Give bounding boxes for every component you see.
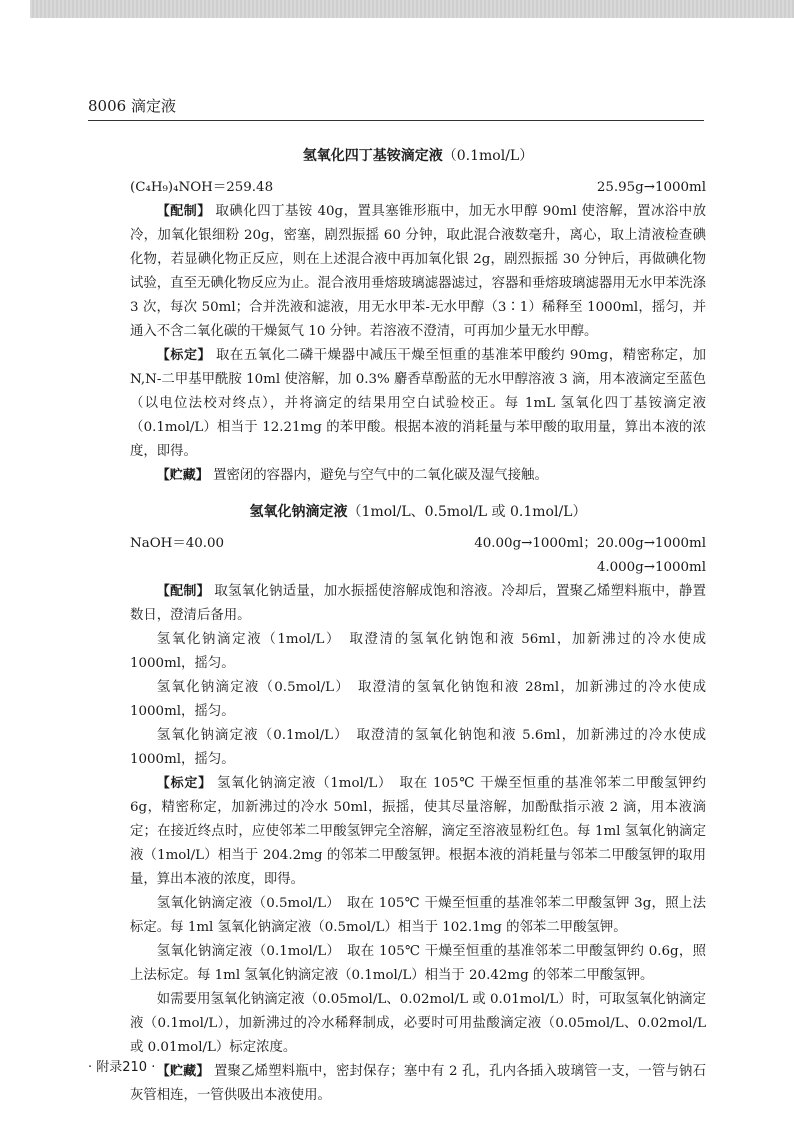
formula-row <box>130 532 706 556</box>
section-title-tetrabutylammonium <box>130 144 706 168</box>
prep-text: 取氢氧化钠适量，加水振摇使溶解成饱和溶液。冷却后，置聚乙烯塑料瓶中，静置数日，澄清后备用。 <box>130 584 706 623</box>
std-1mol: 氢氧化钠滴定液（1mol/L） 取在 105℃ 干燥至恒重的基准邻苯二甲酸氢钾约 6g，精密称定，加新沸过的冷水 50ml，振摇，使其尽量溶解，加酚酞指示液 2 滴，用本液滴定；在接近终点时，应使邻苯二甲酸氢钾完全溶解，滴定至溶液显粉红色。每 1ml 氢氧化钠滴定液（1mol/L）相当于 204.2mg 的邻苯二甲酸氢钾。根据本液的消耗量与邻苯二甲酸氢钾的取用量，算出本液的浓度，即得。 <box>130 776 706 887</box>
title-text: 氢氧化钠滴定液 <box>249 504 348 520</box>
prep-tag: 【配制】 <box>156 584 210 599</box>
title-text: 氢氧化四丁基铵滴定液 <box>302 148 443 164</box>
prep-0-1mol: 氢氧化钠滴定液（0.1mol/L） 取澄清的氢氧化钠饱和液 5.6ml，加新沸过的冷水使成 1000ml，摇匀。 <box>130 728 706 767</box>
storage-text: 置密闭的容器内，避免与空气中的二氧化碳及湿气接触。 <box>213 468 548 483</box>
prep-0-5mol: 氢氧化钠滴定液（0.5mol/L） 取澄清的氢氧化钠饱和液 28ml，加新沸过的冷水使成 1000ml，摇匀。 <box>130 680 706 719</box>
std-0-5mol: 氢氧化钠滴定液（0.5mol/L） 取在 105℃ 干燥至恒重的基准邻苯二甲酸氢钾 3g，照上法标定。每 1ml 氢氧化钠滴定液（0.5mol/L）相当于 102.1mg 的邻苯二甲酸氢钾。 <box>130 896 706 935</box>
std-tag: 【标定】 <box>156 776 212 791</box>
scan-edge-band <box>30 0 794 18</box>
page-body <box>130 140 706 1108</box>
prep-1mol: 氢氧化钠滴定液（1mol/L） 取澄清的氢氧化钠饱和液 56ml，加新沸过的冷水使成 1000ml，摇匀。 <box>130 632 706 671</box>
storage-paragraph <box>130 464 706 488</box>
title-concentration: （0.1mol/L） <box>442 148 534 164</box>
storage-tag: 【贮藏】 <box>156 1064 210 1079</box>
prep-paragraph <box>130 200 706 344</box>
amount: 40.00g→1000ml；20.00g→1000ml <box>474 536 706 551</box>
formula-row <box>130 176 706 200</box>
amount-second-line: 4.000g→1000ml <box>596 560 706 575</box>
formula: (C₄H₉)₄NOH＝259.48 <box>130 180 274 195</box>
std-tag: 【标定】 <box>156 348 212 363</box>
std-0-1mol: 氢氧化钠滴定液（0.1mol/L） 取在 105℃ 干燥至恒重的基准邻苯二甲酸氢钾约 0.6g，照上法标定。每 1ml 氢氧化钠滴定液（0.1mol/L）相当于 20.42mg 的邻苯二甲酸氢钾。 <box>130 944 706 983</box>
storage-tag: 【贮藏】 <box>156 468 209 483</box>
section-title-sodium-hydroxide <box>130 500 706 524</box>
prep-paragraph <box>130 580 706 628</box>
storage-paragraph <box>130 1060 706 1108</box>
std-text: 取在五氧化二磷干燥器中减压干燥至恒重的基准苯甲酸约 90mg，精密称定，加 N,N-二甲基甲酰胺 10ml 使溶解，加 0.3% 麝香草酚蓝的无水甲醇溶液 3 滴，用本液滴定至蓝色（以电位法校对终点），并将滴定的结果用空白试验校正。每 1mL 氢氧化四丁基铵滴定液（0.1mol/L）相当于 12.21mg 的苯甲酸。根据本液的消耗量与苯甲酸的取用量，算出本液的浓度，即得。 <box>130 348 706 459</box>
standardization-paragraph <box>130 344 706 464</box>
std-dilution-note: 如需要用氢氧化钠滴定液（0.05mol/L、0.02mol/L 或 0.01mol/L）时，可取氢氧化钠滴定液（0.1mol/L），加新沸过的冷水稀释制成，必要时可用盐酸滴定液（0.05mol/L、0.02mol/L 或 0.01mol/L）标定浓度。 <box>130 992 706 1055</box>
storage-text: 置聚乙烯塑料瓶中，密封保存；塞中有 2 孔，孔内各插入玻璃管一支，一管与钠石灰管相连，一管供吸出本液使用。 <box>130 1064 706 1103</box>
title-concentration: （1mol/L、0.5mol/L 或 0.1mol/L） <box>347 504 587 520</box>
formula: NaOH＝40.00 <box>130 536 225 551</box>
running-header: 8006 滴定液 <box>88 96 704 121</box>
prep-text: 取碘化四丁基铵 40g，置具塞锥形瓶中，加无水甲醇 90ml 使溶解，置冰浴中放冷，加氧化银细粉 20g，密塞，剧烈振摇 60 分钟，取此混合液数毫升，离心，取上清液检查碘化物，若显碘化物正反应，则在上述混合液中再加氧化银 2g，剧烈振摇 30 分钟后，再做碘化物试验，直至无碘化物反应为止。混合液用垂熔玻璃滤器滤过，容器和垂熔玻璃滤器用无水甲苯洗涤 3 次，每次 50ml；合并洗液和滤液，用无水甲苯-无水甲醇（3∶1）稀释至 1000ml，摇匀，并通入不含二氧化碳的干燥氮气 10 分钟。若溶液不澄清，可再加少量无水甲醇。 <box>130 204 706 339</box>
prep-tag: 【配制】 <box>156 204 211 219</box>
page-number: · 附录210 · <box>88 1060 156 1075</box>
amount: 25.95g→1000ml <box>596 180 706 195</box>
standardization-paragraph <box>130 772 706 892</box>
